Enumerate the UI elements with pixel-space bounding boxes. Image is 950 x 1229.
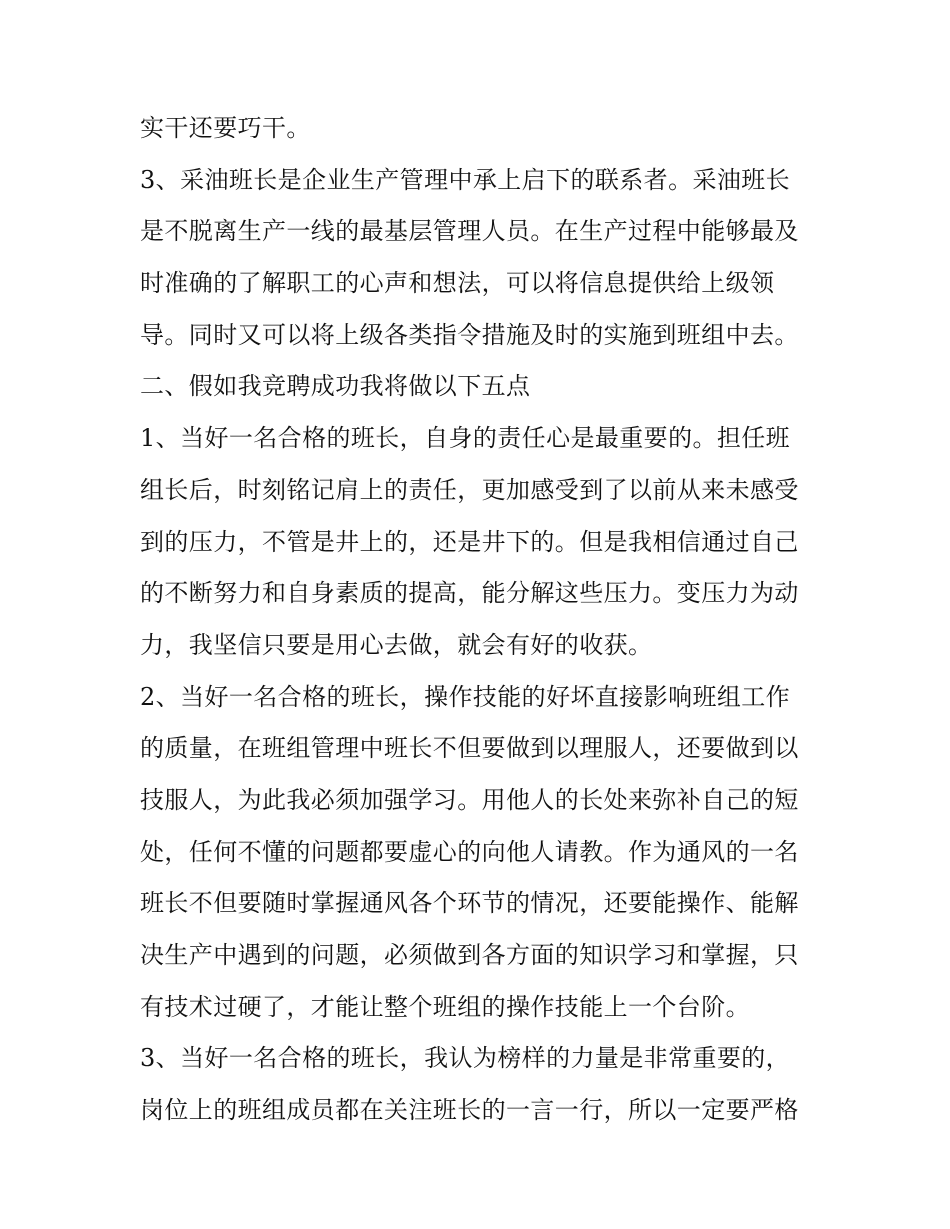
text-line: 实干还要巧干。 xyxy=(140,114,311,142)
text-line: 3、当好一名合格的班长，我认为榜样的力量是非常重要的， xyxy=(140,1044,791,1073)
text-line: 技服人，为此我必须加强学习。用他人的长处来弥补自己的短 xyxy=(140,785,799,814)
text-line: 组长后，时刻铭记肩上的责任，更加感受到了以前从来未感受 xyxy=(140,475,799,504)
text-line: 到的压力，不管是井上的，还是井下的。但是我相信通过自己 xyxy=(140,527,799,556)
text-line: 时准确的了解职工的心声和想法，可以将信息提供给上级领 xyxy=(140,269,775,298)
text-line: 有技术过硬了，才能让整个班组的操作技能上一个台阶。 xyxy=(140,992,750,1021)
text-line: 力，我坚信只要是用心去做，就会有好的收获。 xyxy=(140,630,653,659)
text-line: 处，任何不懂的问题都要虚心的向他人请教。作为通风的一名 xyxy=(140,837,799,866)
text-line: 导。同时又可以将上级各类指令措施及时的实施到班组中去。 xyxy=(140,320,799,349)
text-line: 班长不但要随时掌握通风各个环节的情况，还要能操作、能解 xyxy=(140,889,799,918)
text-line: 岗位上的班组成员都在关注班长的一言一行，所以一定要严格 xyxy=(140,1096,799,1125)
section-heading: 二、假如我竞聘成功我将做以下五点 xyxy=(140,372,531,401)
text-line: 决生产中遇到的问题，必须做到各方面的知识学习和掌握，只 xyxy=(140,941,799,969)
text-line: 2、当好一名合格的班长，操作技能的好坏直接影响班组工作 xyxy=(140,682,791,711)
text-line: 3、采油班长是企业生产管理中承上启下的联系者。采油班长 xyxy=(140,165,791,194)
text-line: 是不脱离生产一线的最基层管理人员。在生产过程中能够最及 xyxy=(140,217,799,246)
text-line: 的不断努力和自身素质的提高，能分解这些压力。变压力为动 xyxy=(140,579,799,608)
text-line: 的质量，在班组管理中班长不但要做到以理服人，还要做到以 xyxy=(140,734,799,763)
text-line: 1、当好一名合格的班长，自身的责任心是最重要的。担任班 xyxy=(140,424,791,453)
document-body xyxy=(140,108,820,1142)
